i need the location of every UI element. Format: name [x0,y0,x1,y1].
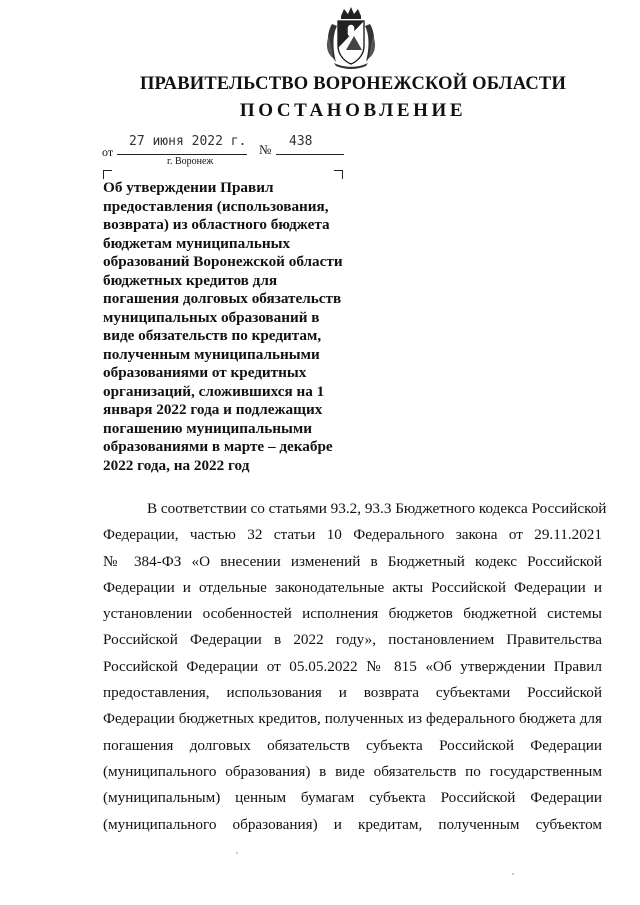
body-line: Федерации бюджетных кредитов, полученных из федерального бюджета для [103,710,602,728]
title-line: полученным муниципальными [103,345,320,363]
date-underline [117,154,247,155]
body-line: (муниципального образования) в виде обязательств по государственным [103,762,602,780]
title-line: Об утверждении Правил [103,179,274,196]
scan-speck [512,873,514,875]
coat-of-arms-icon [324,6,378,70]
city-label: г. Воронеж [167,156,214,167]
body-line: № 384-ФЗ «О внесении изменений в Бюджетный кодекс Российской [103,552,602,570]
title-line: предоставления (использования, [103,197,329,215]
title-line: января 2022 года и подлежащих [103,401,323,418]
body-paragraph [103,496,607,838]
document-type-title: ПОСТАНОВЛЕНИЕ [239,100,467,121]
body-line: В соответствии со статьями 93.2, 93.3 Бюджетного кодекса Российской [147,500,607,517]
body-line: Российской Федерации от 05.05.2022 № 815 «Об утверждении Правил [103,657,602,675]
title-line: виде обязательств по кредитам, [103,327,322,344]
body-line: Федерации и отдельные законодательные акты Российской Федерации и [103,578,602,596]
title-line: бюджетных кредитов для [103,271,278,289]
title-line: образованиями в марте – декабре [103,438,333,455]
document-number: 438 [289,134,313,149]
body-line: (муниципальным) ценным бумагам субъекта Российской Федерации [103,789,602,807]
title-line: муниципальных образований в [103,308,320,326]
body-line: установлении особенностей исполнения бюджетов бюджетной системы [103,605,602,623]
title-line: погашения долговых обязательств [103,290,342,307]
date-number-row [0,134,640,158]
body-line: Российской Федерации в 2022 году», постановлением Правительства [103,631,602,649]
document-subject-title [103,179,373,475]
body-line: погашения долговых обязательств субъекта Российской Федерации [103,736,602,754]
title-line: образований Воронежской области [103,253,343,270]
number-underline [276,154,344,155]
number-prefix-label: № [259,142,272,157]
body-line: (муниципального образования) и кредитам, полученным субъектом [103,815,602,833]
title-line: образованиями от кредитных [103,364,307,381]
body-line: Федерации, частью 32 статьи 10 Федерального закона от 29.11.2021 [103,526,602,544]
date-prefix-label: от [102,145,114,159]
document-date: 27 июня 2022 г. [129,134,247,149]
title-line: организаций, сложившихся на 1 [103,382,325,400]
title-line: погашению муниципальными [103,419,312,437]
scan-speck [236,852,238,854]
title-line: бюджетам муниципальных [103,234,291,252]
organization-title: ПРАВИТЕЛЬСТВО ВОРОНЕЖСКОЙ ОБЛАСТИ [139,74,567,94]
title-line: 2022 года, на 2022 год [103,456,250,474]
body-line: предоставления, использования и возврата субъектами Российской [103,684,602,702]
title-bracket-left [103,170,112,179]
title-line: возврата) из областного бюджета [103,216,330,233]
title-bracket-right [334,170,343,179]
